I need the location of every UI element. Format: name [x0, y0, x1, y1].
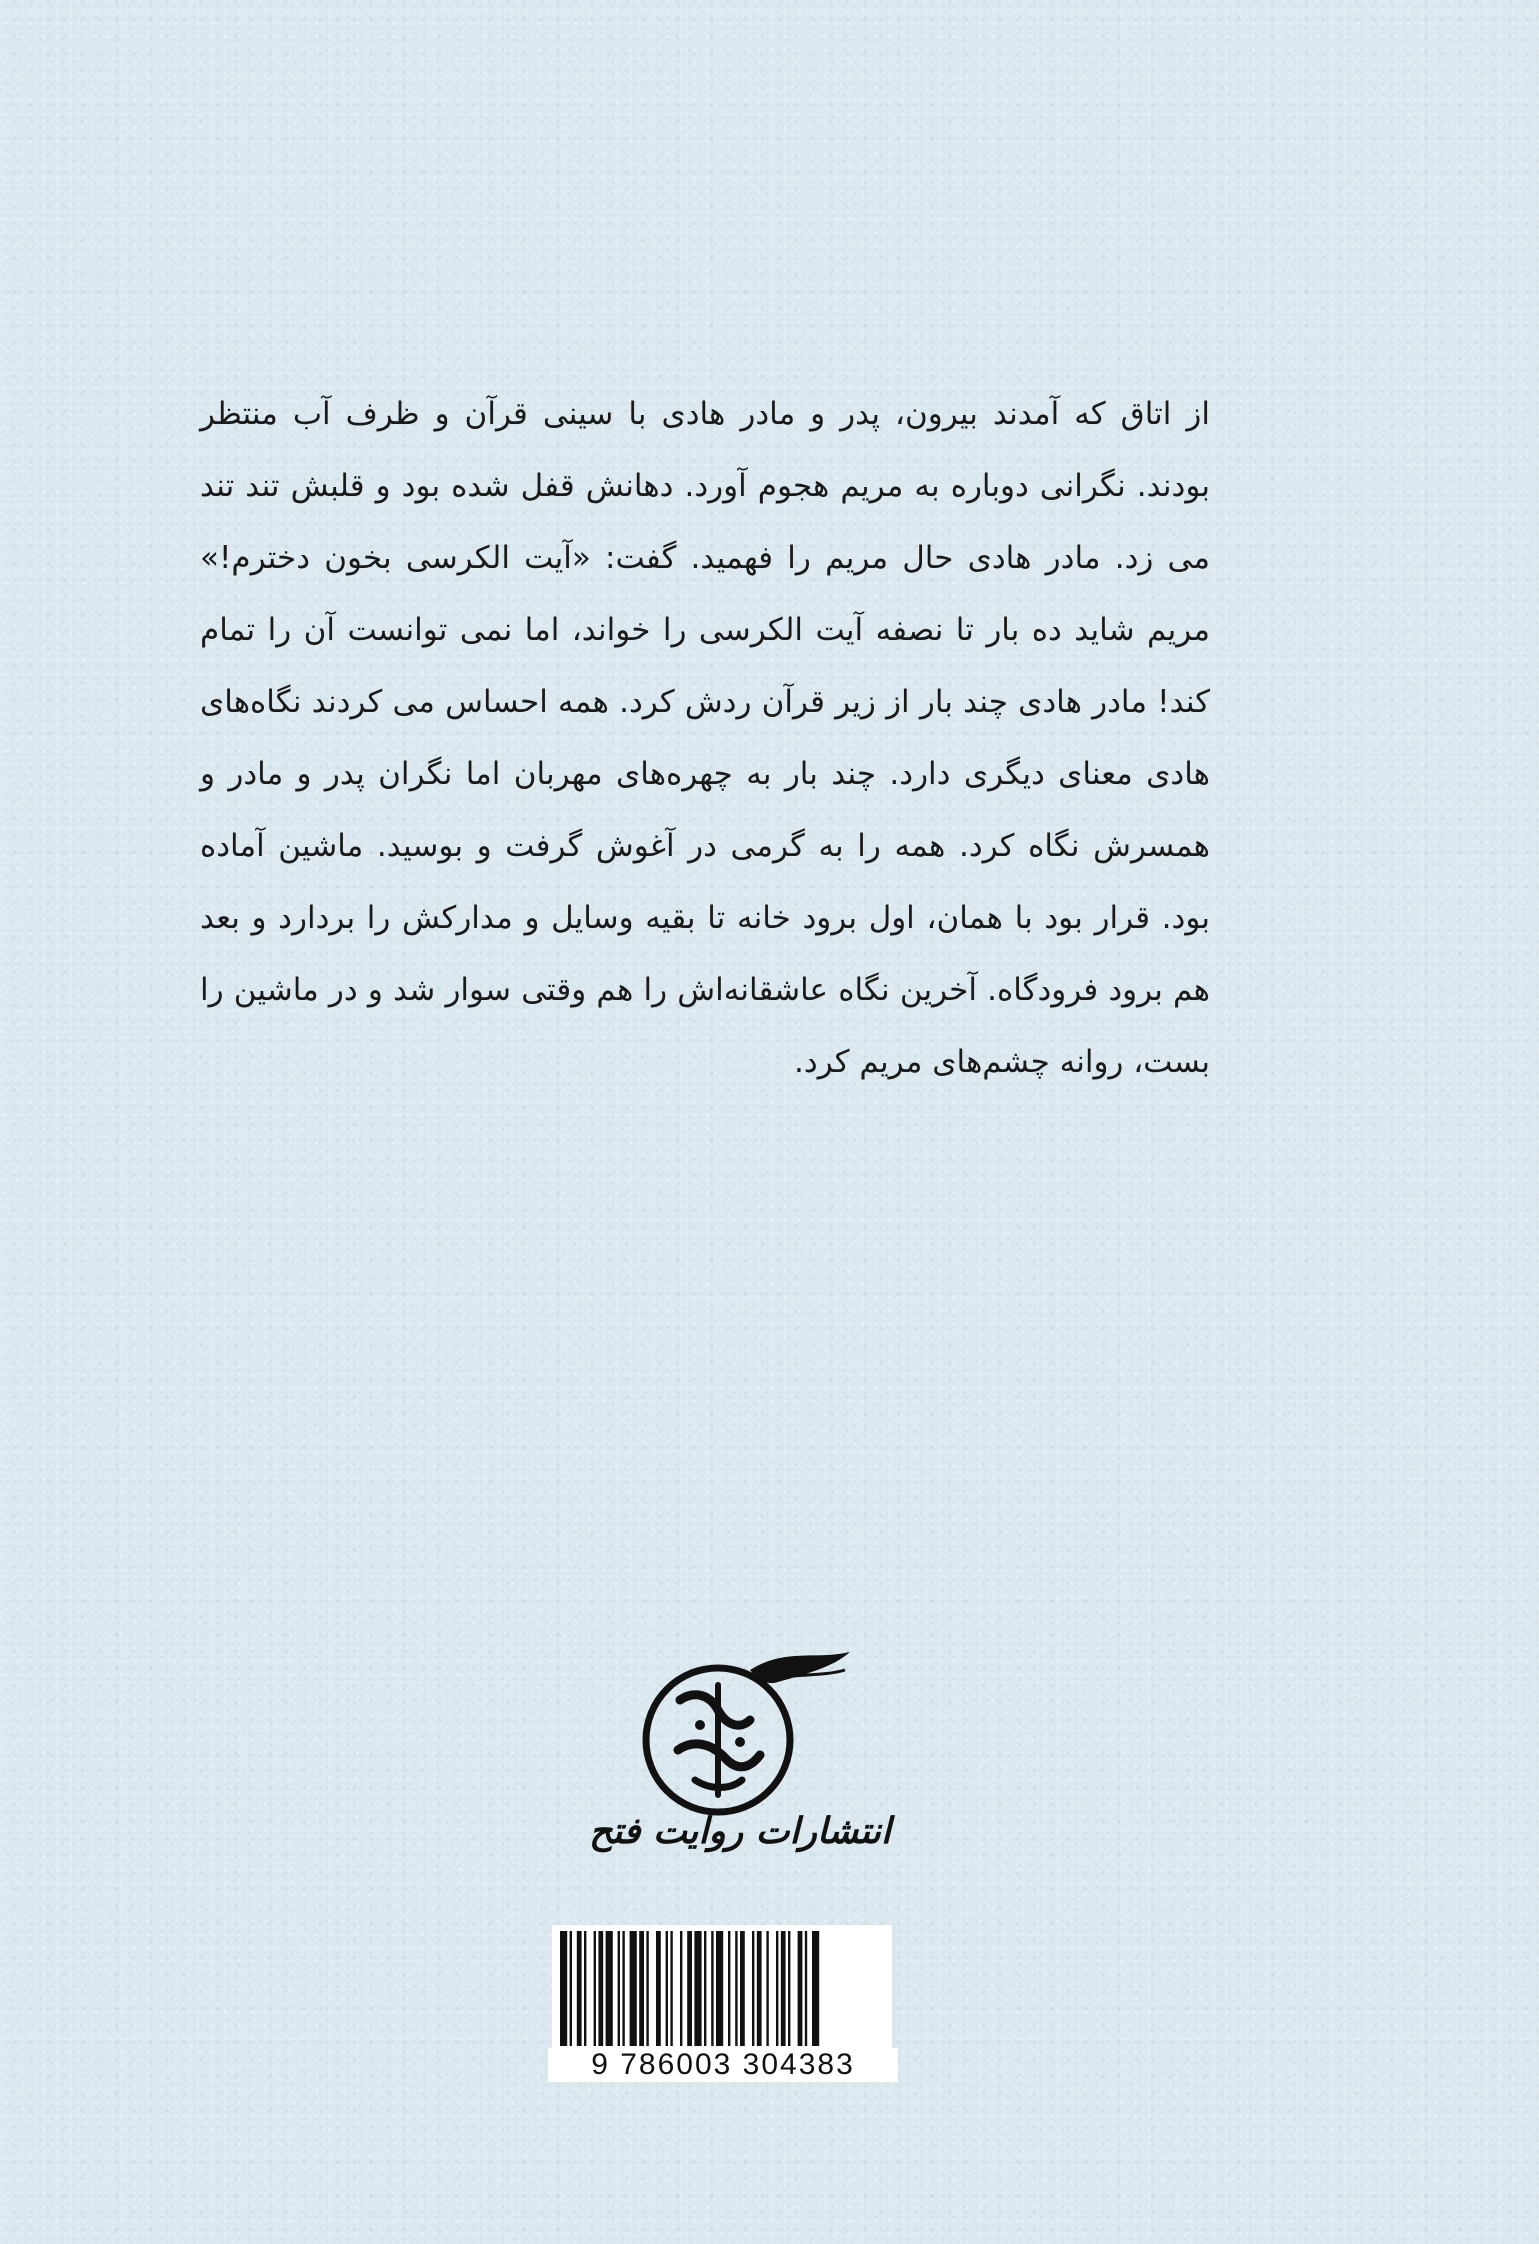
back-cover-blurb: از اتاق که آمدند بیرون، پدر و مادر هادی با سینی قرآن و ظرف آب منتظر بودند. نگرانی دوباره به مریم هجوم آورد. دهانش قفل شده بود و قلبش تند تند می زد. مادر هادی حال مریم را فهمید. گفت: «آیت الکرسی بخون دخترم!» مریم شاید ده بار تا نصفه آیت الکرسی را خواند، اما نمی توانست آن را تمام کند! مادر هادی چند بار از زیر قرآن ردش کرد. همه احساس می کردند نگاه‌های هادی معنای دیگری دارد. چند بار به چهره‌های مهربان اما نگران پدر و مادر و همسرش نگاه کرد. همه را به گرمی در آغوش گرفت و بوسید. ماشین آماده بود. قرار بود با همان، اول برود خانه تا بقیه وسایل و مدارکش را بردارد و بعد هم برود فرودگاه. آخرین نگاه عاشقانه‌اش را هم وقتی سوار شد و در ماشین را بست، روانه چشم‌های مریم کرد. [200, 396, 1210, 1080]
publisher-logo-emblem [600, 1630, 880, 1830]
publisher-name: انتشارات روایت فتح [589, 1810, 891, 1852]
isbn-barcode [552, 1925, 892, 2063]
isbn-number: 9 786003 304383 [548, 2048, 898, 2082]
